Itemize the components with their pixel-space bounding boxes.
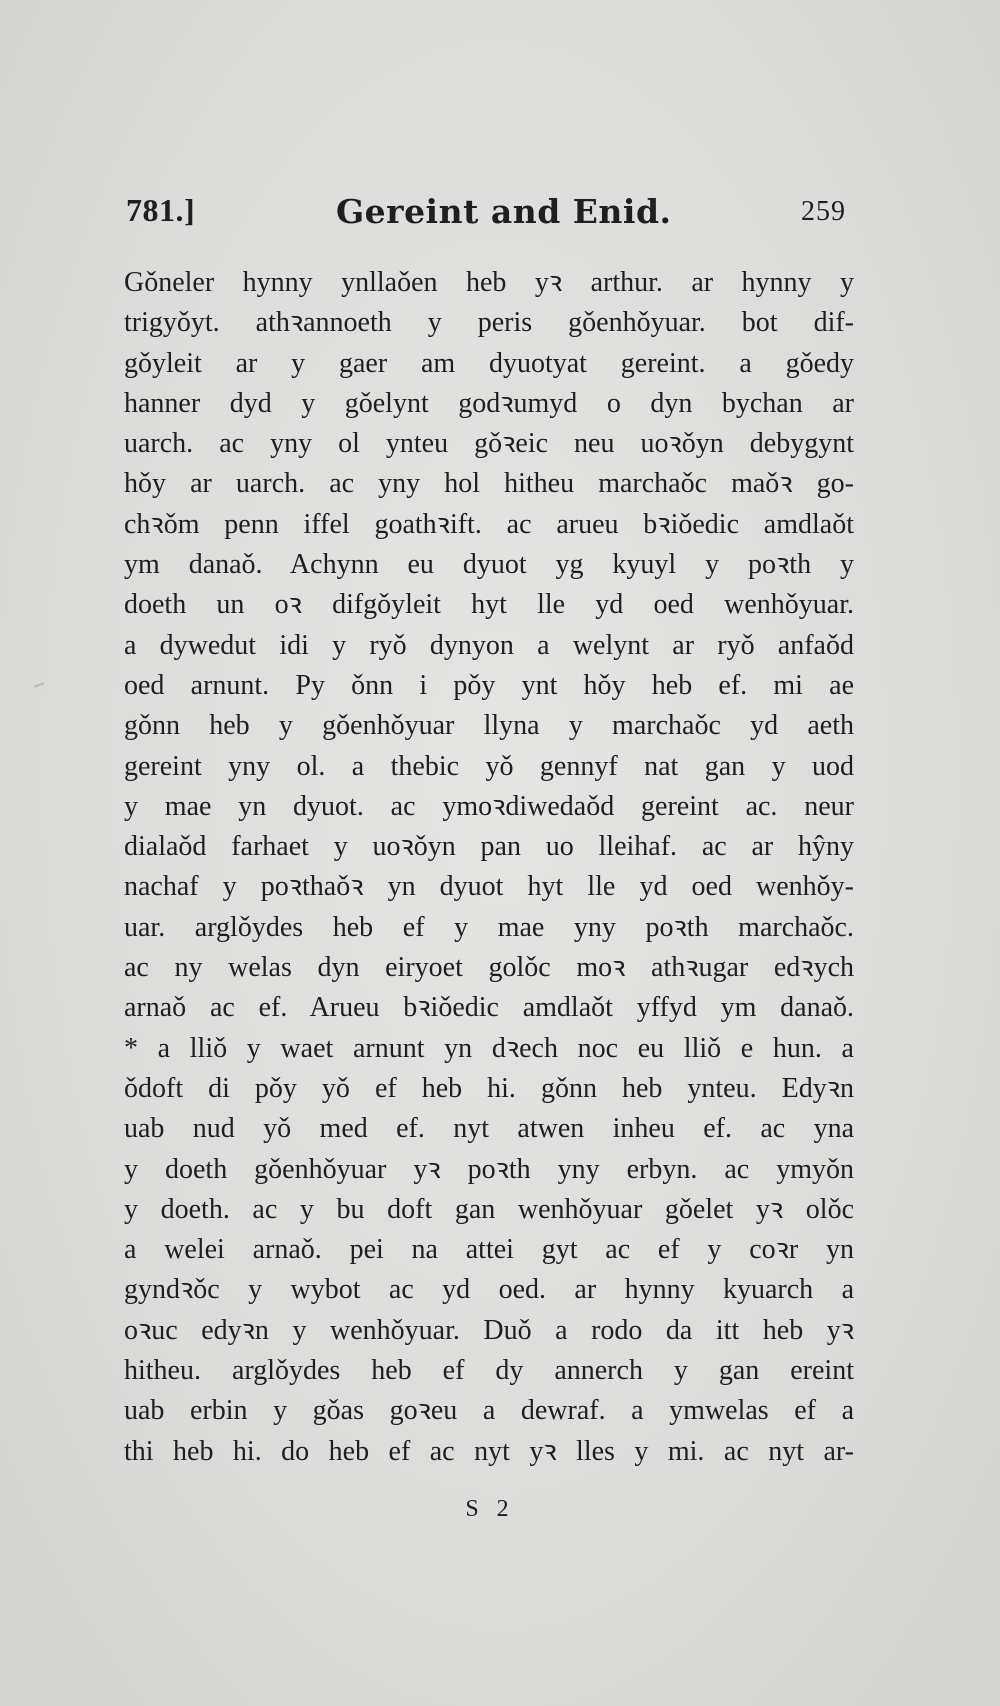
text-line: uar. arglǒydes heb ef y mae yny poꝛth marchaǒc. — [124, 911, 854, 943]
text-line: gyndꝛǒc y wybot ac yd oed. ar hynny kyuarch a — [124, 1274, 854, 1306]
text-line: gereint yny ol. a thebic yǒ gennyf nat gan y uod — [124, 750, 854, 782]
text-line: oed arnunt. Py ǒnn i pǒy ynt hǒy heb ef. mi ae — [124, 669, 854, 701]
text-line: hǒy ar uarch. ac yny hol hitheu marchaǒc maǒꝛ go- — [124, 468, 854, 500]
text-line: ym danaǒ. Achynn eu dyuot yg kyuyl y poꝛth y — [124, 549, 854, 581]
text-line: oꝛuc edyꝛn y wenhǒyuar. Duǒ a rodo da itt heb yꝛ — [124, 1314, 854, 1346]
text-line: thi heb hi. do heb ef ac nyt yꝛ lles y mi. ac nyt ar- — [124, 1435, 854, 1467]
text-line: doeth un oꝛ difgǒyleit hyt lle yd oed wenhǒyuar. — [124, 589, 854, 621]
text-line: trigyǒyt. athꝛannoeth y peris gǒenhǒyuar. bot dif- — [124, 307, 854, 339]
text-line: hanner dyd y gǒelynt godꝛumyd o dyn bychan ar — [124, 387, 854, 419]
text-line: gǒnn heb y gǒenhǒyuar llyna y marchaǒc yd aeth — [124, 710, 854, 742]
page-reference: 781.] — [126, 192, 196, 228]
margin-speck — [34, 682, 44, 687]
signature-mark — [0, 1496, 1000, 1523]
text-line: y mae yn dyuot. ac ymoꝛdiwedaǒd gereint ac. neur — [124, 790, 854, 822]
text-line: ac ny welas dyn eiryoet golǒc moꝛ athꝛugar edꝛych — [124, 952, 854, 984]
text-line: arnaǒ ac ef. Arueu bꝛiǒedic amdlaǒt yffyd ym danaǒ. — [124, 992, 854, 1024]
page-title: Gereint and Enid. — [336, 192, 672, 231]
text-line: chꝛǒm penn iffel goathꝛift. ac arueu bꝛiǒedic amdlaǒt — [124, 508, 854, 540]
text-line: hitheu. arglǒydes heb ef dy annerch y gan ereint — [124, 1355, 854, 1387]
text-line: dialaǒd farhaet y uoꝛǒyn pan uo lleihaf. ac ar hŷny — [124, 831, 854, 863]
signature-mark-text: S 2 — [465, 1496, 515, 1522]
text-line: * a lliǒ y waet arnunt yn dꝛech noc eu lliǒ e hun. a — [124, 1032, 854, 1064]
text-line: nachaf y poꝛthaǒꝛ yn dyuot hyt lle yd oed wenhǒy- — [124, 871, 854, 903]
page-number: 259 — [801, 196, 846, 227]
text-line: a welei arnaǒ. pei na attei gyt ac ef y coꝛr yn — [124, 1234, 854, 1266]
body-text — [124, 263, 854, 1472]
text-line: Gǒneler hynny ynllaǒen heb yꝛ arthur. ar hynny y — [124, 267, 854, 298]
text-line: a dywedut idi y ryǒ dynyon a welynt ar ryǒ anfaǒd — [124, 629, 854, 661]
text-line: y doeth gǒenhǒyuar yꝛ poꝛth yny erbyn. ac ymyǒn — [124, 1153, 854, 1185]
running-head — [126, 192, 846, 232]
text-line: uarch. ac yny ol ynteu gǒꝛeic neu uoꝛǒyn debygynt — [124, 428, 854, 460]
text-line: gǒyleit ar y gaer am dyuotyat gereint. a gǒedy — [124, 347, 854, 379]
text-line: uab nud yǒ med ef. nyt atwen inheu ef. ac yna — [124, 1113, 854, 1145]
text-line: y doeth. ac y bu doft gan wenhǒyuar gǒelet yꝛ olǒc — [124, 1193, 854, 1225]
text-line: uab erbin y gǒas goꝛeu a dewraf. a ymwelas ef a — [124, 1395, 854, 1427]
text-line: ǒdoft di pǒy yǒ ef heb hi. gǒnn heb ynteu. Edyꝛn — [124, 1072, 854, 1104]
